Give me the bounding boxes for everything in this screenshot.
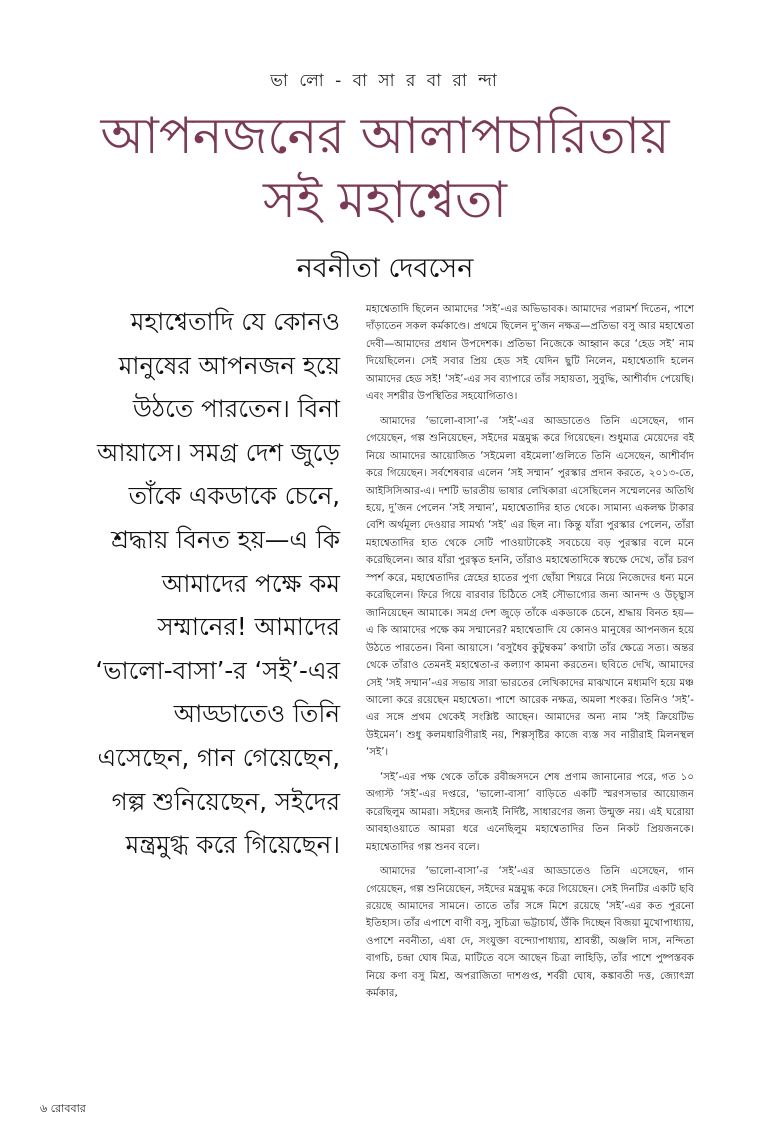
pull-quote: মহাশ্বেতাদি যে কোনও মানুষের আপনজন হয়ে উঠতে পারতেন। বিনা আয়াসে। সমগ্র দেশ জুড়ে তাঁকে একডাকে চেনে, শ্রদ্ধায় বিনত হয়—এ কি আমাদের পক্ষে কম সম্মানের! আমাদের ‘ভালো-বাসা’-র ‘সই’-এর আড্ডাতেও তিনি এসেছেন, গান গেয়েছেন, গল্প শুনিয়েছেন, সইদের মন্ত্রমুগ্ধ করে গিয়েছেন। bbox=[95, 307, 340, 860]
article-title bbox=[30, 104, 740, 232]
paragraph: আমাদের ‘ভালো-বাসা’-র ‘সই’-এর আড্ডাতেও তিনি এসেছেন, গান গেয়েছেন, গল্প শুনিয়েছেন, সইদের মন্ত্রমুগ্ধ করে গিয়েছেন। শুধুমাত্র মেয়েদের বই নিয়ে আমাদের আয়োজিত ‘সইমেলা বইমেলা’গুলিতে তিনি এসেছেন, আশীর্বাদ করে গিয়েছেন। সর্বশেষবার এলেন ‘সই সম্মান’ পুরস্কার প্রদান করতে, ২০১৩-তে, আইসিসিআর-এ। দশটি ভারতীয় ভাষার লেখিকারা এসেছিলেন সম্মেলনের অতিথি হয়ে, দু’জন পেলেন ‘সই সম্মান’, মহাশ্বেতাদির হাত থেকে। সামান্য একলক্ষ টাকার বেশি অর্থমূল্য দেওয়ার সামর্থ্য ‘সই’ এর ছিল না। কিন্তু যাঁরা পুরস্কার পেলেন, তাঁরা মহাশ্বেতাদির হাত থেকে সেটি পাওয়াটাকেই সবচেয়ে বড় পুরস্কার বলে মনে করেছিলেন। আর যাঁরা পুরস্কৃত হননি, তাঁরাও মহাশ্বেতাদিকে স্বচক্ষে দেখে, তাঁর চরণ স্পর্শ করে, মহাশ্বেতাদির স্নেহের হাতের পুণ্য ছোঁয়া শিয়রে নিয়ে নিজেদের ধন্য মনে করেছিলেন। ফিরে গিয়ে বারবার চিঠিতে সেই সৌভাগ্যের জন্য আনন্দ ও উচ্ছ্বাস জানিয়েছেন আমাকে। সমগ্র দেশ জুড়ে তাঁকে একডাকে চেনে, শ্রদ্ধায় বিনত হয়—এ কি আমাদের পক্ষে কম সম্মানের? মহাশ্বেতাদি যে কোনও মানুষের আপনজন হয়ে উঠতে পারতেন। বিনা আয়াসে। ‘বসুধৈব কুটুম্বকম’ কথাটা তাঁর ক্ষেত্রে সত্য। অন্তর থেকে তাঁরাও তেমনই মহাশ্বেতা-র কল্যাণ কামনা করতেন। ছবিতে দেখি, আমাদের সেই ‘সই সম্মান’-এর সভায় সারা ভারতের লেখিকাদের মাঝখানে মধ্যমণি হয়ে মঞ্চ আলো করে রয়েছেন মহাশ্বেতা। পাশে আরেক নক্ষত্র, অমলা শংকর। তিনিও ‘সই’-এর সঙ্গে প্রথম থেকেই সংশ্লিষ্ট আছেন। আমাদের অন্য নাম ‘সই ক্রিয়েটিভ উইমেন’। শুধু কলমধারিণীরাই নয়, শিল্পসৃষ্টির কাজে ব্যস্ত সব নারীরাই মিলনস্থল ‘সই’। bbox=[366, 415, 694, 759]
author-byline: নবনীতা দেবসেন bbox=[296, 253, 474, 284]
paragraph: ‘সই’-এর পক্ষ থেকে তাঁকে রবীন্দ্রসদনে শেষ প্রণাম জানানোর পরে, গত ১০ অগাস্ট ‘সই’-এর দপ্তরে, ‘ভালো-বাসা’ বাড়িতে একটি স্মরণসভার আয়োজন করেছিলুম আমরা। সইদের জন্যই নির্দিষ্ট, সাধারণের জন্য উন্মুক্ত নয়। এই ঘরোয়া আবহাওয়াতে আমরা ধরে এনেছিলুম মহাশ্বেতাদির তিন নিকট প্রিয়জনকে। মহাশ্বেতাদির গল্প শুনব বলে। bbox=[366, 771, 694, 853]
page-footer: ৬ রোববার bbox=[40, 1102, 86, 1115]
title-line-1: আপনজনের আলাপচারিতায় bbox=[100, 107, 670, 165]
title-line-2: সই মহাশ্বেতা bbox=[262, 171, 508, 229]
paragraph: মহাশ্বেতাদি ছিলেন আমাদের ‘সই’-এর অভিভাবক। আমাদের পরামর্শ দিতেন, পাশে দাঁড়াতেন সকল কর্মকাণ্ডে। প্রথমে ছিলেন দু’জন নক্ষত্র—প্রতিভা বসু আর মহাশ্বেতা দেবী—আমাদের প্রধান উপদেশক। প্রতিভা নিজেকে আহ্বান করে ‘হেড সই’ নাম দিয়েছিলেন। সেই সবার প্রিয় হেড সই যেদিন ছুটি নিলেন, মহাশ্বেতাদি হলেন আমাদের হেড সই! ‘সই’-এর সব ব্যাপারে তাঁর সহায়তা, সুবুদ্ধি, আশীর্বাদ পেয়েছি। এবং সশরীর উপস্থিতির সহযোগিতাও। bbox=[366, 304, 694, 403]
article-body bbox=[366, 301, 694, 1010]
section-kicker: ভা লো - বা সা র বা রা ন্দা bbox=[270, 71, 500, 91]
paragraph: আমাদের ‘ভালো-বাসা’-র ‘সই’-এর আড্ডাতেও তিনি এসেছেন, গান গেয়েছেন, গল্প শুনিয়েছেন, সইদের মন্ত্রমুগ্ধ করে গিয়েছেন। সেই দিনটির একটি ছবি রয়েছে আমাদের সামনে। তাতে তাঁর সঙ্গে মিশে রয়েছে ‘সই’-এর কত পুরনো ইতিহাস। তাঁর এপাশে বাণী বসু, সুচিত্রা ভট্টাচার্য, উঁকি দিচ্ছেন বিজয়া মুখোপাধ্যায়, ওপাশে নবনীতা, এষা দে, সংযুক্তা বন্দ্যোপাধ্যায়, শ্রাবন্তী, অঞ্জলি দাস, নন্দিতা বাগচি, চন্দ্রা ঘোষ মিত্র, মাটিতে বসে আছেন চিত্রা লাহিড়ি, তাঁর পাশে পুষ্পস্তবক নিয়ে কণা বসু মিশ্র, অপরাজিতা দাশগুপ্ত, শর্বরী ঘোষ, কঙ্কাবতী দত্ত, জ্যোৎস্না কর্মকার, bbox=[366, 866, 694, 1000]
